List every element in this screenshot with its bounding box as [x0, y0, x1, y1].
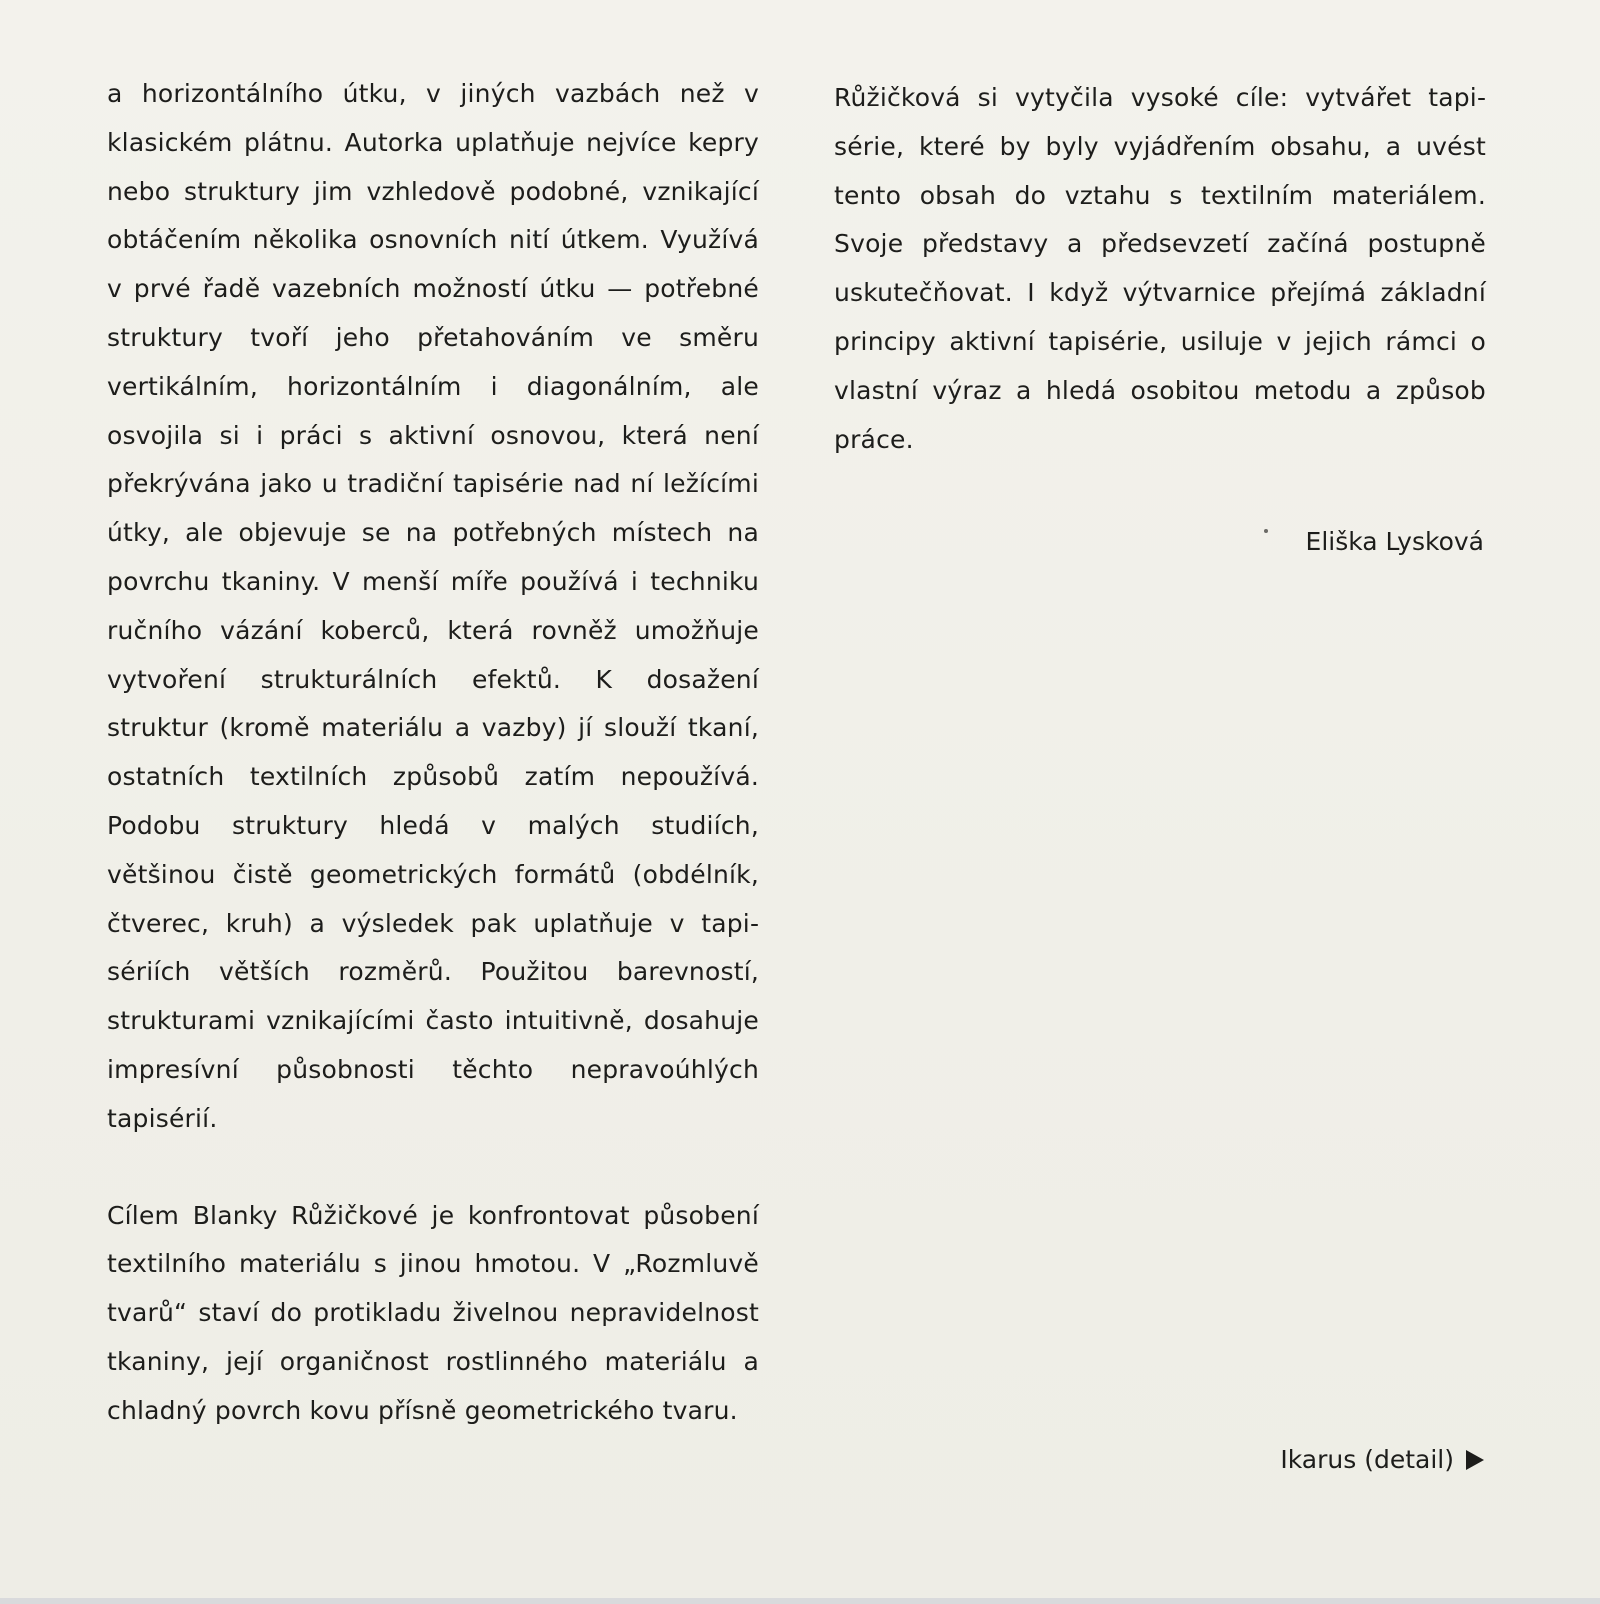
left-paragraph-1: a horizontálního útku, v jiných vazbách než v klasickém plátnu. Autorka uplatňuje nejvíce kepry nebo struktury jim vzhledově podobné, vznikající obtáčením několika osnovních nití útkem. Využívá v prvé řadě vazebních možností útku — potřebné struktury tvoří jeho přetahováním ve směru vertikálním, horizontálním i diagonálním, ale osvojila si i práci s aktivní osnovou, která není překrývána jako u tradiční tapisérie nad ní ležícími útky, ale objevuje se na potřebných místech na povrchu tkaniny. V menší míře používá i techniku ručního vázání koberců, která rovněž umožňuje vytvoření strukturálních efektů. K dosažení struktur (kromě materiálu a vazby) jí slouží tkaní, ostatních textilních způsobů zatím nepoužívá. Podobu struktury hledá v malých studiích, většinou čistě geometrických formátů (obdélník, čtverec, kruh) a výsledek pak uplatňuje v tapisériích větších rozměrů. Použitou barevností, strukturami vznikajícími často intuitivně, dosahuje impresívní působnosti těchto nepravoúhlých tapisérií.: [107, 79, 759, 1133]
right-paragraph-1: Růžičková si vytyčila vysoké cíle: vytvářet tapisérie, které by byly vyjádřením obsahu, a uvést tento obsah do vztahu s textilním materiálem. Svoje představy a předsevzetí začíná postupně uskutečňovat. I když výtvarnice přejímá základní principy aktivní tapisérie, usiluje v jejich rámci o vlastní výraz a hledá osobitou metodu a způsob práce.: [834, 83, 1486, 454]
left-paragraph-2: Cílem Blanky Růžičkové je konfrontovat působení textilního materiálu s jinou hmotou. V „Rozmluvě tvarů“ staví do protikladu živelnou nepravidelnost tkaniny, její organičnost rostlinného materiálu a chladný povrch kovu přísně geometrického tvaru.: [107, 1200, 759, 1425]
author-signature: Eliška Lysková: [1305, 527, 1484, 556]
caption-text: Ikarus (detail): [1280, 1445, 1454, 1474]
scan-bottom-edge: [0, 1598, 1600, 1604]
right-triangle-icon: [1466, 1450, 1484, 1470]
left-text-column: [107, 70, 759, 1436]
ink-dot-mark: [1264, 529, 1268, 533]
right-text-column: [834, 74, 1486, 464]
image-caption: [1280, 1436, 1484, 1484]
